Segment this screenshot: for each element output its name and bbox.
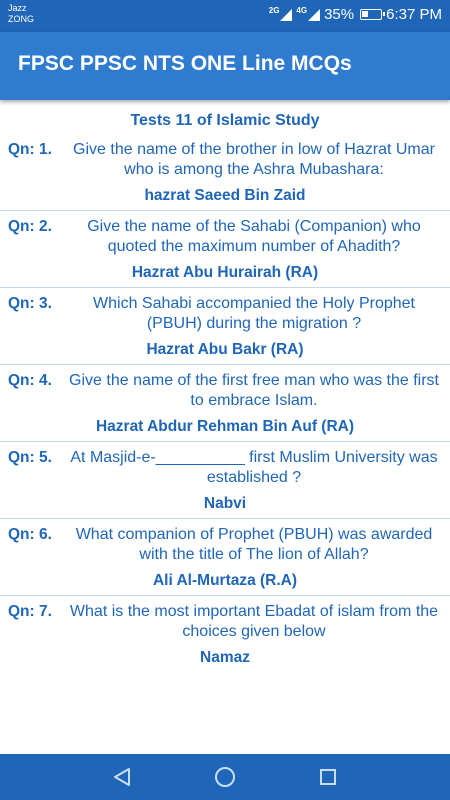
question-text: What is the most important Ebadat of islam from the choices given below <box>69 603 439 640</box>
answer-text: Hazrat Abu Bakr (RA) <box>146 341 304 358</box>
status-bar <box>0 0 450 32</box>
qa-item <box>0 294 450 365</box>
answer-text: Hazrat Abu Hurairah (RA) <box>131 264 319 281</box>
back-button[interactable] <box>104 759 140 795</box>
answer-text: hazrat Saeed Bin Zaid <box>144 187 306 204</box>
question-number: Qn: 7. <box>8 603 52 620</box>
recents-square-icon <box>317 766 339 788</box>
question-text: What companion of Prophet (PBUH) was awarded with the title of The lion of Allah? <box>75 526 433 563</box>
question-number: Qn: 2. <box>8 218 52 235</box>
battery-icon <box>360 9 382 20</box>
network-2g-label: 2G <box>268 6 280 15</box>
question-text: Give the name of the first free man who was the first to embrace Islam. <box>69 372 439 409</box>
qa-list <box>0 140 450 672</box>
qa-item <box>0 217 450 288</box>
carrier-info <box>8 3 34 25</box>
section-title: Tests 11 of Islamic Study <box>130 112 320 129</box>
question-number: Qn: 3. <box>8 295 52 312</box>
app-bar <box>0 32 450 100</box>
question-number: Qn: 4. <box>8 372 52 389</box>
home-button[interactable] <box>207 759 243 795</box>
question-number: Qn: 6. <box>8 526 52 543</box>
question-number: Qn: 5. <box>8 449 52 466</box>
recents-button[interactable] <box>310 759 346 795</box>
network-4g-label: 4G <box>296 6 308 15</box>
question-text: Give the name of the Sahabi (Companion) who quoted the maximum number of Ahadith? <box>87 218 421 255</box>
mcq-list[interactable] <box>0 100 450 754</box>
qa-item <box>0 140 450 211</box>
app-title: FPSC PPSC NTS ONE Line MCQs <box>18 52 352 75</box>
signal-icon-2 <box>308 9 320 21</box>
clock: 6:37 PM <box>386 6 442 23</box>
qa-item <box>0 371 450 442</box>
question-text: Which Sahabi accompanied the Holy Prophet (PBUH) during the migration ? <box>93 295 415 332</box>
question-number: Qn: 1. <box>8 141 52 158</box>
signal-icon <box>280 9 292 21</box>
answer-text: Namaz <box>200 649 250 666</box>
qa-item <box>0 525 450 596</box>
qa-item <box>0 602 450 672</box>
answer-text: Hazrat Abdur Rehman Bin Auf (RA) <box>95 418 355 435</box>
battery-percent: 35% <box>324 6 355 23</box>
back-triangle-icon <box>111 766 133 788</box>
qa-item <box>0 448 450 519</box>
carrier-line-1: Jazz <box>8 3 27 13</box>
question-text: Give the name of the brother in low of Hazrat Umar who is among the Ashra Mubashara: <box>73 141 435 178</box>
battery-fill <box>362 11 368 17</box>
status-icons <box>269 6 442 23</box>
answer-text: Ali Al-Murtaza (R.A) <box>152 572 298 589</box>
home-circle-icon <box>213 765 237 789</box>
answer-text: Nabvi <box>203 495 247 512</box>
carrier-line-2: ZONG <box>8 14 34 24</box>
question-text: At Masjid-e-__________ first Muslim University was established ? <box>70 449 438 486</box>
navigation-bar <box>0 754 450 800</box>
